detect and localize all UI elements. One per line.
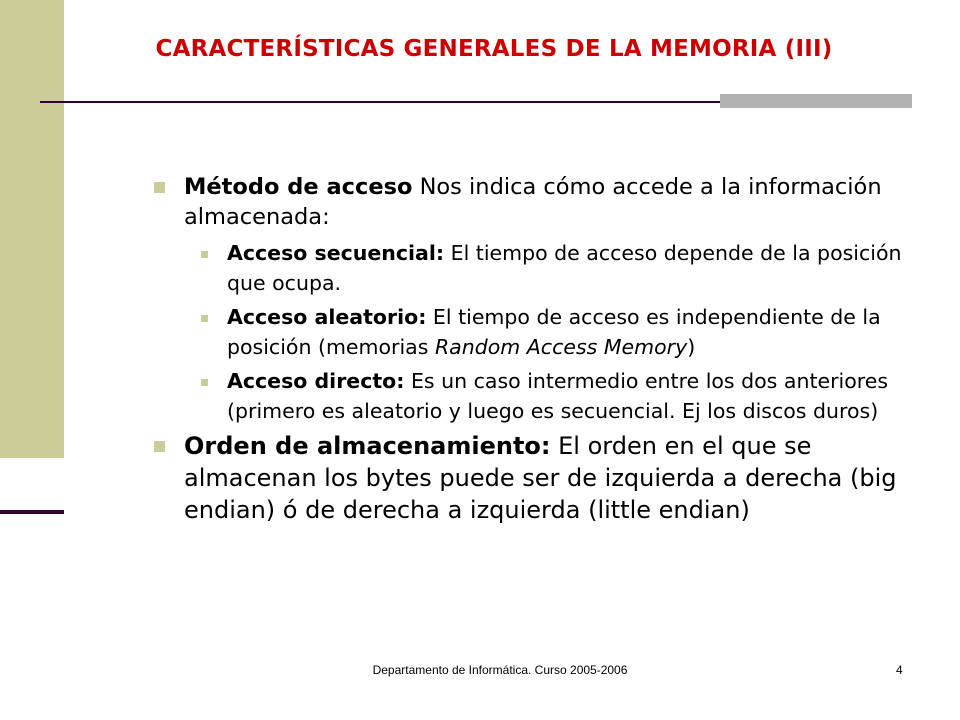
square-bullet-icon bbox=[201, 315, 208, 322]
bullet-metodo-acceso bbox=[150, 172, 910, 232]
slide-content bbox=[150, 172, 910, 532]
square-bullet-icon bbox=[201, 251, 208, 258]
sub-bullet-aleatorio bbox=[150, 302, 910, 362]
title-rule-accent bbox=[720, 94, 912, 108]
bullet-text: Nos indica cómo accede a la información almacenada: bbox=[184, 174, 882, 230]
sub-bullet-secuencial bbox=[150, 238, 910, 298]
sub-bullet-directo bbox=[150, 366, 910, 426]
bullet-term: Orden de almacenamiento: bbox=[184, 432, 551, 460]
bullet-orden-almacenamiento bbox=[150, 430, 910, 526]
sub-bullet-term: Acceso secuencial: bbox=[227, 241, 445, 265]
sub-bullet-text: El tiempo de acceso es independiente de la posición (memorias bbox=[227, 305, 881, 359]
sub-bullet-text: Es un caso intermedio entre los dos anteriores (primero es aleatorio y luego es secuencial. Ej los discos duros) bbox=[227, 369, 889, 423]
bullet-text: El orden en el que se almacenan los bytes puede ser de izquierda a derecha (big endian) ó de derecha a izquierda (little endian) bbox=[184, 432, 897, 524]
bullet-term: Método de acceso bbox=[184, 174, 413, 200]
sub-bullet-tail: ) bbox=[687, 335, 696, 359]
side-accent-line bbox=[0, 510, 64, 514]
square-bullet-icon bbox=[154, 182, 165, 193]
sub-bullet-term: Acceso directo: bbox=[227, 369, 405, 393]
sub-bullet-term: Acceso aleatorio: bbox=[227, 305, 427, 329]
footer-text: Departamento de Informática. Curso 2005-2006 bbox=[372, 663, 628, 677]
slide-title: CARACTERÍSTICAS GENERALES DE LA MEMORIA (III) bbox=[155, 36, 833, 62]
square-bullet-icon bbox=[201, 379, 208, 386]
sub-bullet-italic: Random Access Memory bbox=[434, 335, 688, 359]
side-decor-bar bbox=[0, 0, 64, 458]
square-bullet-icon bbox=[154, 441, 165, 452]
sub-bullet-text: El tiempo de acceso depende de la posición que ocupa. bbox=[227, 241, 902, 295]
page-number: 4 bbox=[896, 663, 903, 677]
